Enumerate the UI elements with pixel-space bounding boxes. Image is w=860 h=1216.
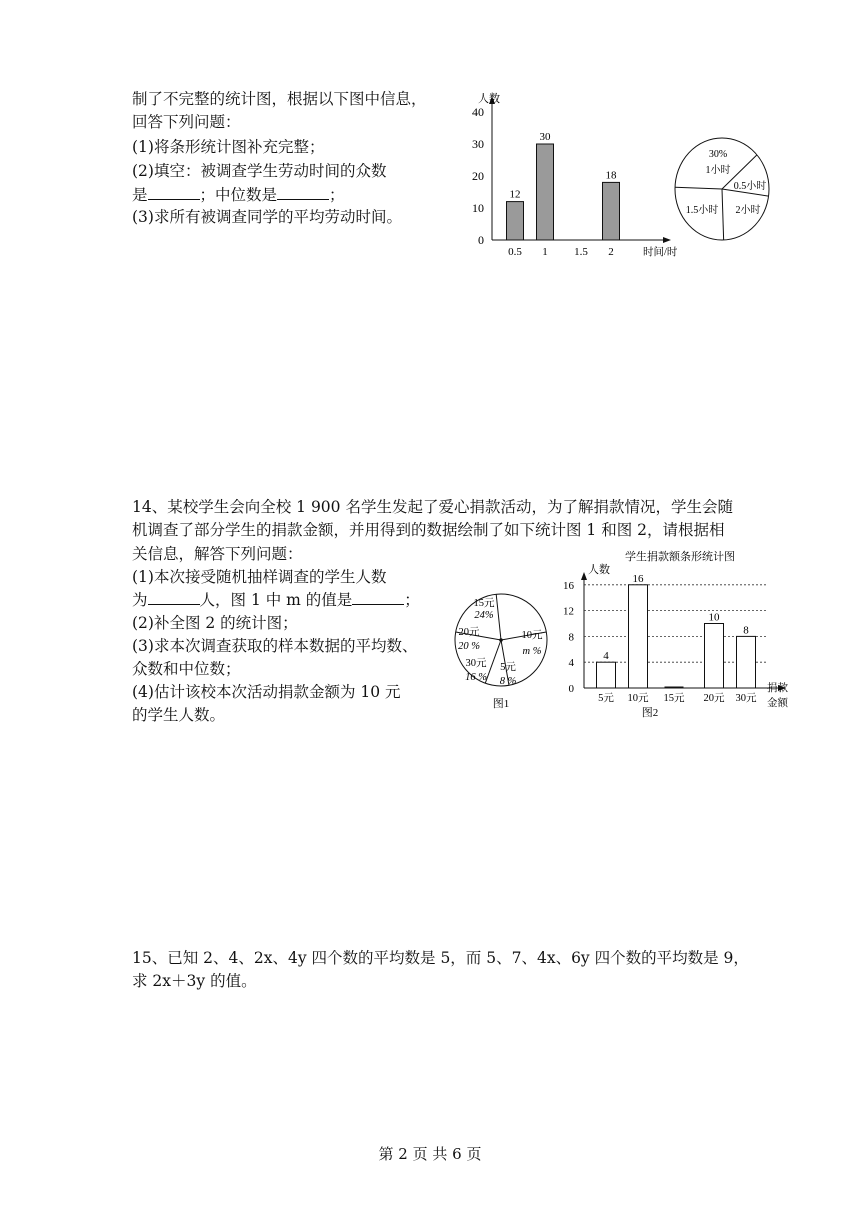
y-tick-label: 20	[472, 169, 484, 183]
x-tick-label: 1.5	[574, 246, 588, 258]
answer-blank	[148, 185, 200, 200]
q14-intro-3: 关信息，解答下列问题：	[132, 545, 303, 563]
q14-item-3b: 众数和中位数；	[132, 660, 241, 678]
answer-blank	[277, 185, 329, 200]
q13-line-1: 制了不完整的统计图，根据以下图中信息，	[132, 90, 427, 108]
pie-center	[499, 638, 503, 642]
y-tick-label: 12	[563, 605, 574, 618]
y-axis-arrow	[581, 572, 587, 580]
q13-line-5-c: ；	[329, 186, 345, 204]
y-tick-label: 30	[472, 137, 484, 151]
x-tick-label: 20元	[703, 693, 725, 704]
q13-pie-chart	[672, 133, 776, 245]
x-tick-label: 30元	[735, 693, 757, 704]
x-tick-label: 2	[608, 246, 614, 258]
slice-label: 2小时	[735, 205, 761, 216]
y-axis-title: 人数	[588, 564, 610, 576]
slice-value-label: 20 %	[458, 641, 480, 652]
q14-item-1b-c: ；	[404, 591, 420, 609]
q14-pie-chart	[446, 588, 556, 712]
bar-data-label: 10	[708, 611, 720, 624]
slice-label: 5元	[500, 662, 516, 673]
slice-value-label: 30%	[708, 149, 728, 160]
pie-slice-edge	[496, 594, 501, 640]
slice-label: 30元	[465, 658, 487, 669]
q14-intro-2: 机调查了部分学生的捐款金额，并用得到的数据绘制了如下统计图 1 和图 2，请根据相	[132, 521, 725, 539]
q14-bar-chart	[560, 548, 800, 720]
slice-value-label: 16 %	[465, 672, 487, 683]
slice-label: 1.5小时	[685, 205, 719, 216]
chart-title: 学生捐款额条形统计图	[625, 551, 735, 563]
bar	[737, 636, 756, 688]
bar-data-label: 4	[603, 650, 609, 663]
y-axis-title: 人数	[478, 93, 500, 105]
page-footer: 第 2 页 共 6 页	[378, 1145, 482, 1163]
q14-item-1b	[132, 590, 420, 610]
y-tick-label: 4	[568, 657, 574, 670]
q14-intro-1: 14、某校学生会向全校 1 900 名学生发起了爱心捐款活动，为了解捐款情况，学生会随	[132, 498, 733, 516]
q13-line-5-b: ；中位数是	[199, 186, 278, 204]
answer-blank	[352, 590, 404, 605]
slice-label: 20元	[458, 627, 480, 638]
q14-item-3: (3)求本次调查获取的样本数据的平均数、	[132, 637, 418, 655]
q13-line-5-a: 是	[132, 186, 148, 204]
q14-item-4: (4)估计该校本次活动捐款金额为 10 元	[132, 683, 401, 701]
slice-value-label: m %	[522, 646, 542, 657]
x-axis-title: 时间/时	[643, 247, 678, 258]
q13-line-4: (2)填空：被调查学生劳动时间的众数	[132, 162, 387, 180]
y-tick-label: 0	[568, 683, 574, 695]
slice-label: 0.5小时	[733, 181, 767, 192]
bar-data-label: 16	[632, 572, 644, 585]
x-axis-title-line1: 捐款	[767, 683, 788, 694]
x-tick-label: 1	[542, 246, 548, 258]
pie-slice-edge	[722, 189, 724, 240]
slice-label: 15元	[473, 598, 495, 609]
bar	[629, 585, 648, 688]
pie-slice-edge	[485, 640, 501, 683]
y-tick-label: 16	[563, 579, 574, 592]
q14-item-2: (2)补全图 2 的统计图；	[132, 614, 298, 632]
q13-bar-chart	[440, 85, 680, 265]
slice-label: 10元	[521, 630, 543, 641]
bar	[705, 624, 724, 689]
slice-label: 1小时	[705, 165, 731, 176]
q15-line-1: 15、已知 2、4、2x、4y 四个数的平均数是 5，而 5、7、4x、6y 四个数的平均数是 9，	[132, 949, 749, 967]
slice-value-label: 8 %	[499, 676, 517, 687]
x-axis-arrow	[663, 237, 671, 243]
y-tick-label: 10	[472, 201, 484, 215]
bar	[603, 182, 620, 240]
x-tick-label: 10元	[627, 693, 649, 704]
chart-caption: 图1	[492, 698, 510, 710]
x-tick-label: 0.5	[508, 246, 522, 258]
chart-caption: 图2	[641, 707, 659, 719]
q13-line-5	[132, 185, 345, 205]
bar-data-label: 8	[743, 624, 749, 637]
bar-data-label: 30	[539, 131, 551, 143]
bar-data-label: 18	[605, 169, 617, 182]
q13-line-3: (1)将条形统计图补充完整；	[132, 138, 325, 156]
x-tick-label: 15元	[663, 693, 685, 704]
answer-blank	[148, 590, 200, 605]
y-tick-label: 0	[478, 233, 484, 247]
pie-slice-edge	[675, 187, 722, 189]
bar	[507, 202, 524, 240]
q13-line-2: 回答下列问题：	[132, 113, 241, 131]
bar	[597, 662, 616, 688]
bar-data-label: 12	[509, 188, 521, 201]
bar	[537, 144, 554, 240]
q14-item-1: (1)本次接受随机抽样调查的学生人数	[132, 568, 387, 586]
y-tick-label: 40	[472, 105, 484, 119]
q14-item-1b-a: 为	[132, 591, 148, 609]
slice-value-label: 24%	[474, 610, 494, 621]
q13-line-6: (3)求所有被调查同学的平均劳动时间。	[132, 208, 402, 226]
q14-item-4b: 的学生人数。	[132, 706, 226, 724]
q15-line-2: 求 2x＋3y 的值。	[132, 972, 257, 990]
x-tick-label: 5元	[598, 693, 614, 704]
q14-item-1b-b: 人，图 1 中 m 的值是	[199, 591, 353, 609]
x-axis-title-line2: 金额	[767, 698, 788, 709]
y-tick-label: 8	[568, 631, 574, 644]
